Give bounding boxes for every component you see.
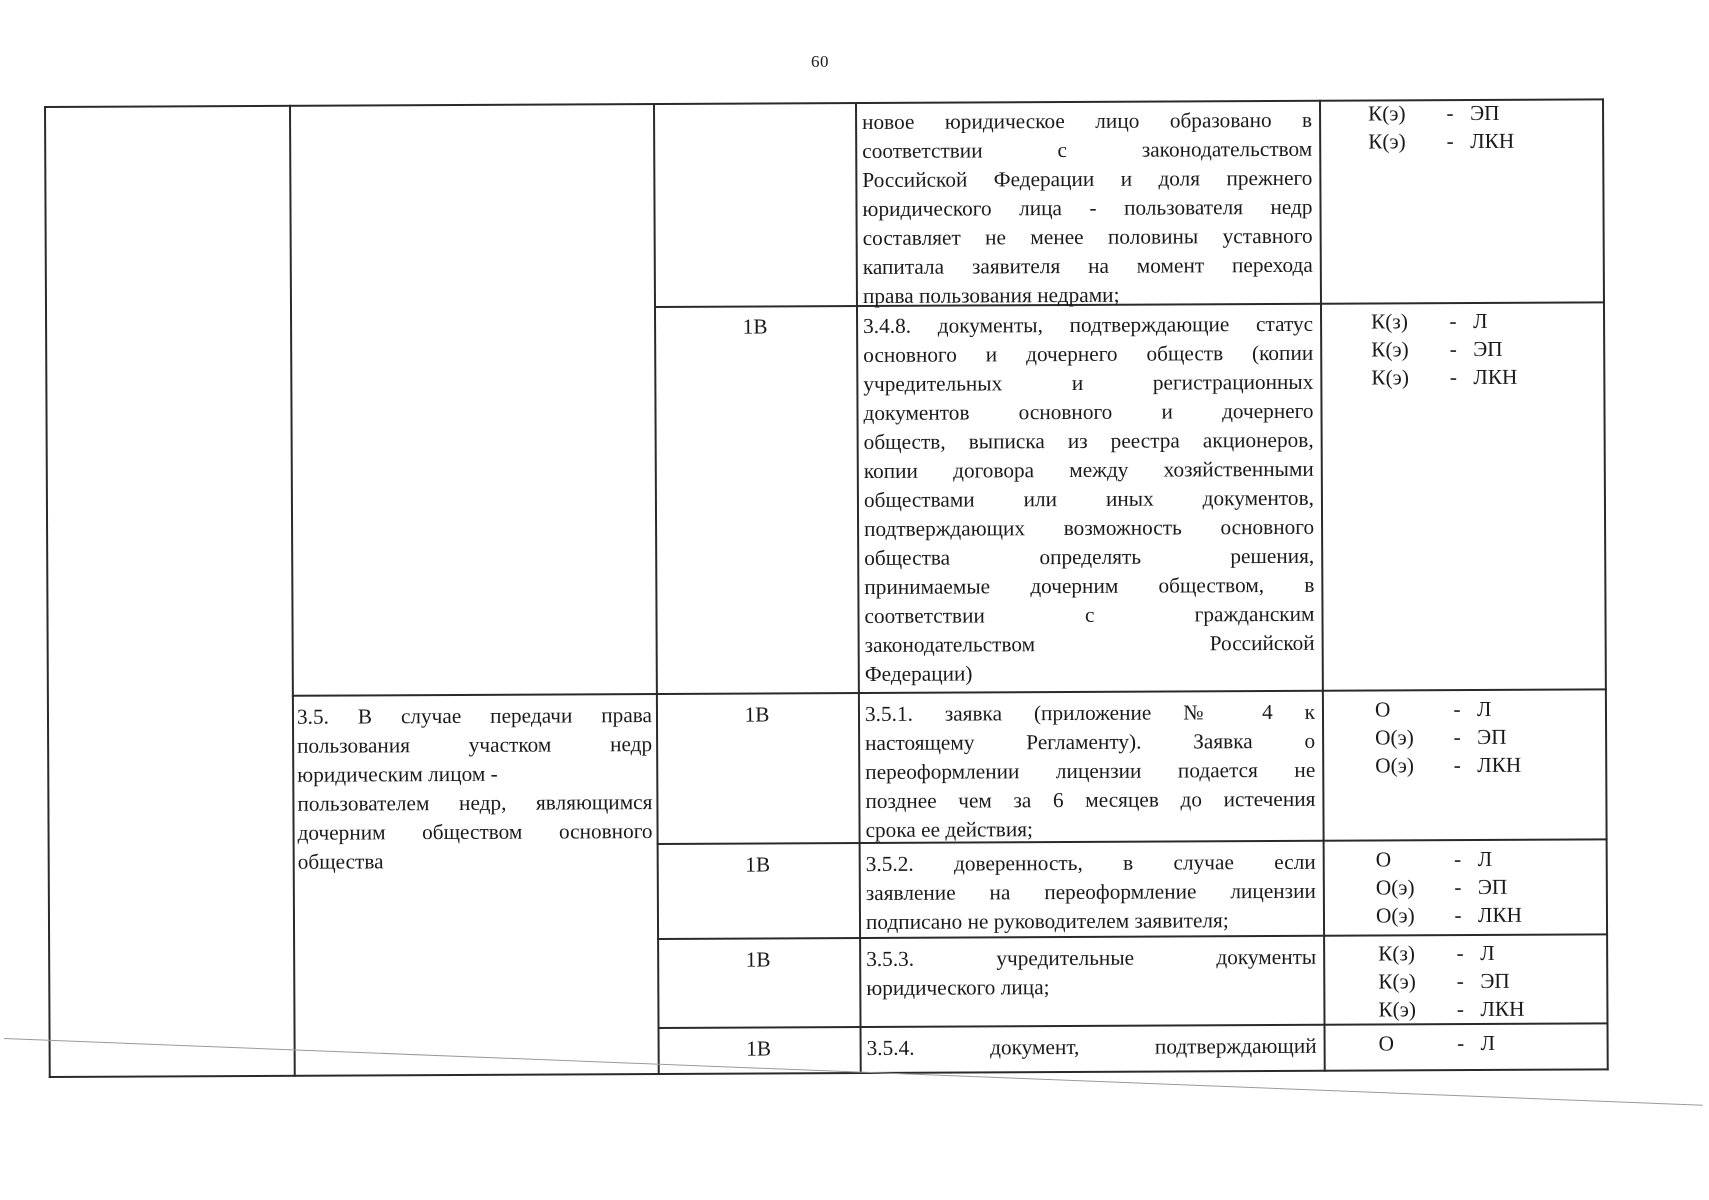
text-line: составляет не менее половины уставного — [862, 223, 1313, 251]
form-dash: - — [1456, 997, 1465, 1022]
form-entry — [1375, 695, 1557, 724]
code-cell: 1В — [744, 702, 770, 727]
form-format: ЭП — [1477, 874, 1508, 900]
form-entry — [1371, 307, 1553, 336]
table-border-left — [44, 106, 51, 1078]
form-type: К(э) — [1378, 969, 1416, 994]
form-dash: - — [1456, 969, 1464, 994]
document-requirement-text — [867, 1032, 1317, 1063]
form-entry — [1378, 967, 1560, 996]
document-requirement-text — [862, 106, 1313, 311]
text-line: подписано не руководителем заявителя; — [865, 908, 1229, 934]
form-type: О(э) — [1375, 753, 1415, 778]
form-format: ЛКН — [1477, 902, 1523, 928]
text-line: принимаемые дочерним обществом, в — [864, 572, 1315, 599]
form-format: ЭП — [1480, 968, 1510, 993]
text-line: общества определять решения, — [864, 543, 1315, 570]
submission-forms — [1368, 99, 1550, 156]
column-divider-2 — [653, 103, 659, 1075]
form-type: О(э) — [1375, 875, 1415, 900]
text-line: настоящему Регламенту). Заявка о — [865, 728, 1316, 755]
form-entry — [1368, 99, 1550, 128]
form-dash: - — [1453, 697, 1461, 722]
form-dash: - — [1454, 847, 1462, 872]
section-label-line: пользования участком недр — [297, 732, 653, 758]
form-entry — [1376, 901, 1558, 930]
text-line: переоформлении лицензии подается не — [865, 757, 1316, 784]
column-divider-4 — [1319, 100, 1325, 1072]
form-type: О — [1375, 847, 1392, 872]
table-border-right — [1602, 98, 1609, 1070]
form-type: К(э) — [1371, 365, 1409, 390]
text-line: 3.5.1. заявка (приложение № 4 к — [864, 699, 1316, 726]
submission-forms — [1371, 307, 1553, 392]
form-type: О(э) — [1375, 903, 1415, 928]
form-format: Л — [1473, 308, 1488, 334]
text-line: 3.5.3. учредительные документы — [866, 944, 1317, 971]
form-format: ЭП — [1477, 724, 1507, 750]
column-divider-1 — [289, 105, 295, 1077]
text-line: 3.5.2. доверенность, в случае если — [865, 849, 1316, 876]
text-line: законодательством Российской — [864, 630, 1315, 657]
document-requirement-text — [865, 698, 1316, 845]
form-type: О(э) — [1375, 725, 1414, 750]
form-entry — [1378, 939, 1560, 968]
code-cell: 1В — [742, 314, 768, 339]
form-dash: - — [1453, 753, 1461, 778]
form-type: К(э) — [1371, 337, 1409, 362]
section-label — [297, 701, 653, 877]
form-type: К(з) — [1371, 309, 1408, 334]
form-entry — [1376, 845, 1558, 874]
text-line: 3.5.4. документ, подтверждающий — [866, 1033, 1317, 1060]
text-line: юридического лица; — [866, 975, 1050, 1000]
text-line: юридического лица - пользователя недр — [862, 194, 1313, 222]
code-cell: 1В — [745, 852, 771, 877]
text-line: Российской Федерации и доля прежнего — [862, 165, 1313, 193]
form-format: ЛКН — [1480, 996, 1525, 1021]
text-line: Федерации) — [864, 661, 973, 686]
submission-forms — [1375, 695, 1557, 780]
text-line: обществ, выписка из реестра акционеров, — [863, 427, 1314, 454]
submission-forms — [1378, 939, 1560, 1024]
form-format: Л — [1480, 940, 1495, 965]
form-type: О — [1374, 697, 1391, 722]
form-dash: - — [1449, 365, 1457, 390]
document-requirement-text — [866, 848, 1316, 937]
text-line: права пользования недрами; — [862, 282, 1120, 309]
section-label-line: пользователем недр, являющимся — [297, 790, 653, 816]
form-dash: - — [1456, 941, 1464, 966]
form-entry — [1375, 751, 1557, 780]
form-type: К(э) — [1367, 101, 1406, 126]
form-dash: - — [1446, 101, 1454, 126]
text-line: документов основного и дочернего — [863, 398, 1314, 425]
form-dash: - — [1453, 725, 1461, 750]
form-entry — [1368, 127, 1550, 156]
form-format: Л — [1477, 846, 1493, 872]
form-format: ЛКН — [1473, 364, 1518, 390]
text-line: обществами или иных документов, — [863, 485, 1314, 512]
form-type: О — [1378, 1031, 1395, 1056]
column-divider-3 — [855, 102, 861, 1074]
code-cell: 1В — [746, 1036, 772, 1061]
form-dash: - — [1449, 309, 1457, 334]
form-dash: - — [1456, 1031, 1465, 1056]
requirements-table — [44, 98, 1609, 1078]
form-dash: - — [1454, 875, 1462, 900]
text-line: соответствии с законодательством — [862, 136, 1313, 164]
text-line: новое юридическое лицо образовано в — [862, 107, 1313, 135]
text-line: копии договора между хозяйственными — [863, 456, 1314, 483]
text-line: учредительных и регистрационных — [863, 369, 1314, 396]
text-line: 3.4.8. документы, подтверждающие статус — [863, 311, 1314, 338]
form-format: ЭП — [1469, 100, 1500, 126]
submission-forms — [1379, 1029, 1561, 1058]
section-label-line: 3.5. В случае передачи права — [296, 703, 653, 729]
form-entry — [1378, 995, 1560, 1024]
page-number: 60 — [811, 52, 829, 71]
text-line: подтверждающих возможность основного — [864, 514, 1315, 541]
form-entry — [1376, 873, 1558, 902]
form-format: ЛКН — [1477, 752, 1522, 778]
form-type: К(э) — [1378, 997, 1417, 1022]
submission-forms — [1376, 845, 1558, 930]
section-label-line: юридическим лицом - — [297, 761, 498, 787]
form-type: К(з) — [1378, 941, 1416, 966]
form-entry — [1379, 1029, 1561, 1058]
text-line: заявление на переоформление лицензии — [865, 878, 1316, 905]
form-format: Л — [1476, 696, 1492, 722]
section-label-line: дочерним обществом основного — [297, 819, 653, 845]
form-dash: - — [1449, 337, 1457, 362]
form-format: Л — [1480, 1030, 1496, 1055]
form-dash: - — [1446, 129, 1454, 154]
form-dash: - — [1454, 903, 1462, 928]
text-line: капитала заявителя на момент перехода — [862, 252, 1313, 280]
form-type: К(э) — [1368, 129, 1406, 154]
row-divider-5 — [658, 1022, 1609, 1028]
text-line: основного и дочернего обществ (копии — [863, 340, 1314, 367]
form-entry — [1371, 363, 1553, 392]
document-requirement-text — [863, 310, 1315, 689]
form-entry — [1375, 723, 1557, 752]
code-cell: 1В — [745, 947, 771, 972]
text-line: срока ее действия; — [865, 817, 1033, 842]
form-format: ЭП — [1473, 336, 1503, 362]
section-label-line: общества — [297, 849, 384, 874]
document-requirement-text — [866, 943, 1316, 1003]
text-line: соответствии с гражданским — [864, 601, 1315, 628]
form-entry — [1371, 335, 1553, 364]
form-format: ЛКН — [1470, 128, 1515, 154]
text-line: позднее чем за 6 месяцев до истечения — [865, 786, 1316, 813]
